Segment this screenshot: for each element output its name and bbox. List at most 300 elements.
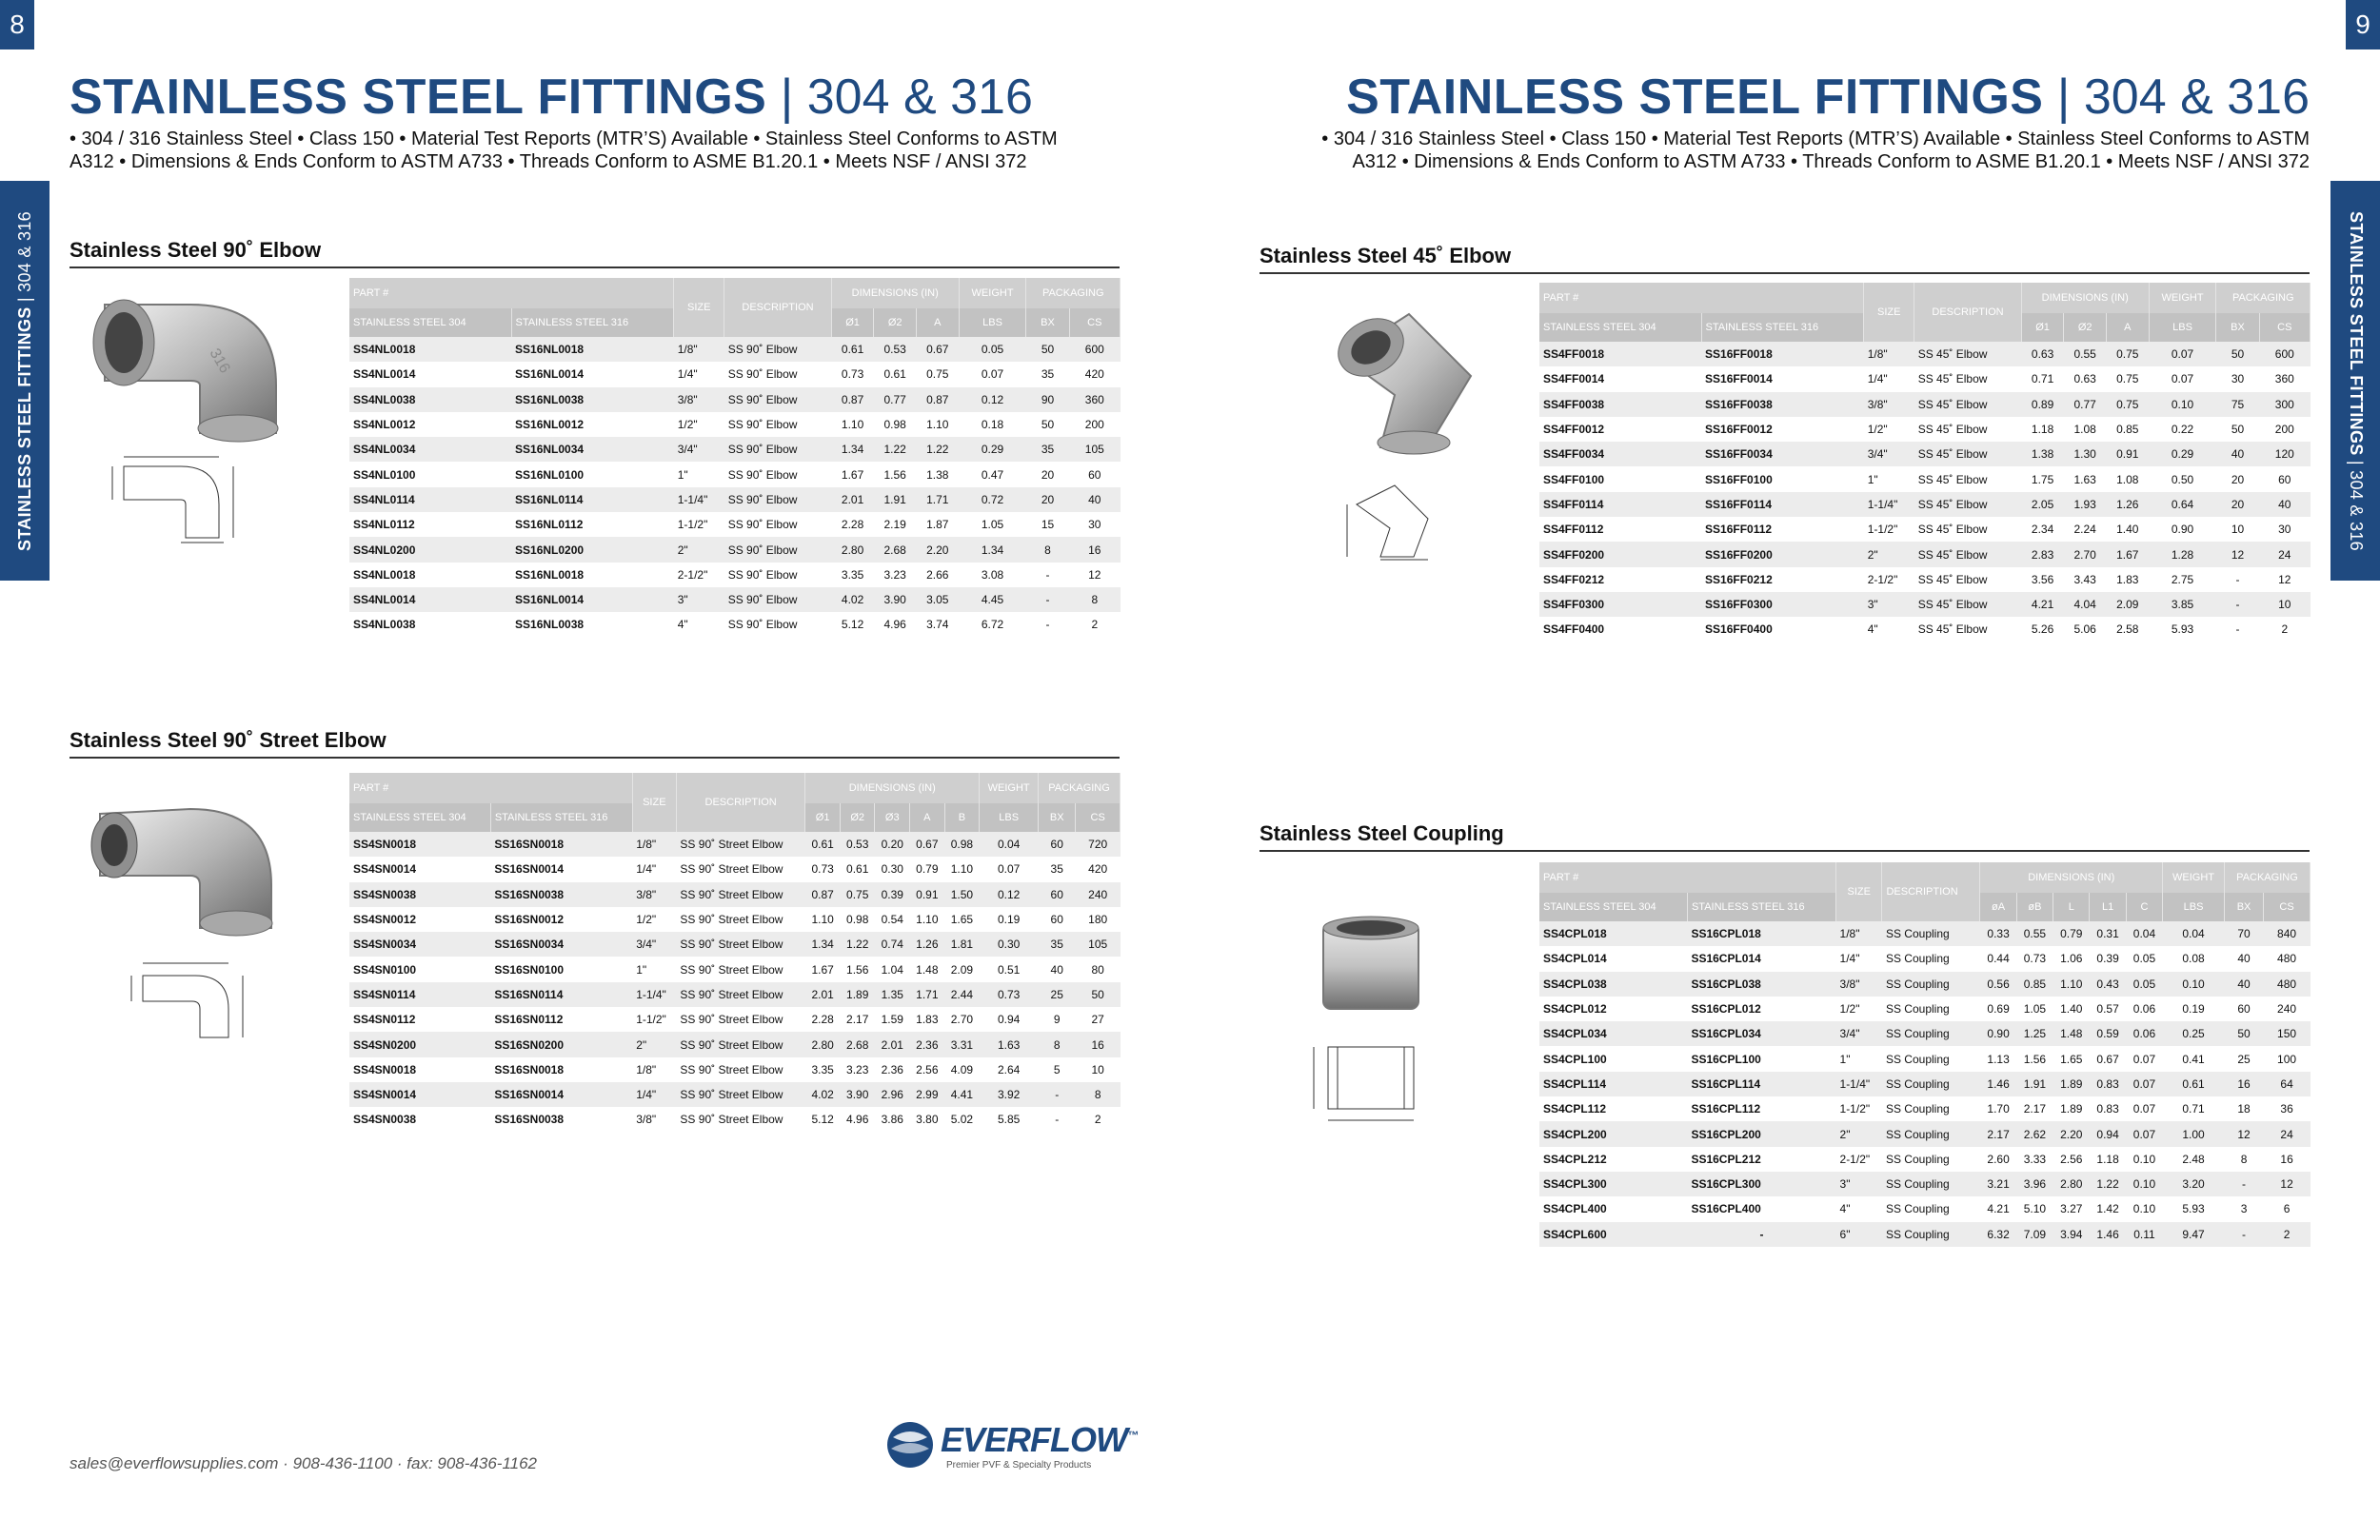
table-cell: 90 — [1041, 392, 1055, 406]
column-header: øA — [1980, 893, 2016, 921]
table-cell: 2.05 — [2031, 497, 2054, 511]
table-cell: 9.47 — [2182, 1227, 2205, 1241]
table-cell: 0.04 — [2132, 927, 2156, 941]
table-cell: 0.90 — [1987, 1027, 2010, 1041]
table-cell: SS 45˚ Elbow — [1917, 497, 1988, 511]
table-cell: 1/2" — [1839, 1002, 1860, 1017]
table-cell: 0.12 — [981, 392, 1004, 406]
column-header: CS — [2264, 893, 2311, 921]
table-cell: 1.35 — [881, 987, 903, 1001]
table-cell: 75 — [2231, 397, 2245, 411]
table-cell: 1.34 — [981, 543, 1004, 557]
table-cell: SS4NL0018 — [353, 567, 416, 582]
table-cell: - — [2235, 598, 2240, 612]
table-cell: 1-1/4" — [1839, 1076, 1871, 1091]
table-cell: 1.71 — [916, 987, 939, 1001]
table-cell: 300 — [2274, 397, 2294, 411]
column-header: STAINLESS STEEL 316 — [1687, 893, 1835, 921]
table-cell: 1" — [677, 467, 688, 482]
table-cell: SS 45˚ Elbow — [1917, 472, 1988, 486]
table-cell: 3.90 — [883, 593, 906, 607]
table-cell: 50 — [1041, 343, 1055, 357]
table-row — [349, 907, 1121, 932]
table-row — [1539, 921, 2311, 946]
table-cell: 1.04 — [881, 962, 903, 977]
table-row — [1539, 1046, 2311, 1071]
table-cell: 4.21 — [1987, 1202, 2010, 1216]
table-cell: 1/2" — [1867, 423, 1888, 437]
table-cell: 1.00 — [2182, 1127, 2205, 1141]
table-cell: 4.09 — [950, 1062, 974, 1076]
table-cell: 8 — [1094, 1088, 1101, 1102]
table-cell: 7.09 — [2023, 1227, 2047, 1241]
table-cell: 6.32 — [1987, 1227, 2010, 1241]
table-cell: 0.04 — [997, 838, 1021, 852]
table-cell: SS Coupling — [1885, 1102, 1950, 1116]
table-cell: 0.98 — [883, 418, 906, 432]
table-cell: 1/2" — [677, 418, 698, 432]
table-cell: 150 — [2277, 1027, 2297, 1041]
table-cell: SS16CPL112 — [1691, 1102, 1761, 1116]
column-header: STAINLESS STEEL 304 — [1539, 893, 1687, 921]
table-cell: 0.05 — [2132, 977, 2156, 991]
column-header: A — [910, 803, 945, 832]
photo-45-elbow — [1323, 305, 1495, 457]
table-cell: SS4SN0114 — [353, 987, 416, 1001]
table-cell: 1.13 — [1987, 1052, 2010, 1066]
table-cell: 1.89 — [2060, 1102, 2083, 1116]
table-cell: SS16NL0100 — [515, 467, 585, 482]
table-cell: SS Coupling — [1885, 1202, 1950, 1216]
table-cell: 60 — [1088, 467, 1101, 482]
table-cell: 4.02 — [841, 593, 864, 607]
table-cell: SS4NL0018 — [353, 343, 416, 357]
table-row — [349, 587, 1121, 612]
table-cell: 1.26 — [2116, 497, 2139, 511]
table-cell: 0.90 — [2171, 523, 2194, 537]
table-cell: 0.94 — [997, 1013, 1021, 1027]
table-cell: 3.43 — [2073, 572, 2096, 586]
table-cell: SS 90˚ Street Elbow — [680, 962, 783, 977]
table-cell: SS Coupling — [1885, 1027, 1950, 1041]
table-cell: 0.44 — [1987, 952, 2010, 966]
column-header: BX — [2224, 893, 2263, 921]
table-cell: 0.07 — [2132, 1102, 2156, 1116]
table-cell: SS 90˚ Street Elbow — [680, 987, 783, 1001]
table-cell: 3.23 — [883, 567, 906, 582]
column-header: PACKAGING — [2216, 283, 2311, 313]
table-cell: 3" — [677, 593, 688, 607]
table-cell: 1.67 — [2116, 547, 2139, 562]
table-cell: 0.73 — [2023, 952, 2047, 966]
table-cell: 40 — [1050, 962, 1063, 977]
table-cell: SS16NL0014 — [515, 593, 585, 607]
table-cell: 20 — [1041, 467, 1055, 482]
column-header: SIZE — [632, 773, 676, 832]
table-cell: 1/8" — [1839, 927, 1860, 941]
table-cell: SS 90˚ Street Elbow — [680, 887, 783, 901]
table-cell: - — [2242, 1177, 2247, 1192]
table-cell: SS 90˚ Elbow — [727, 443, 798, 457]
table-cell: 3/4" — [677, 443, 698, 457]
column-header: STAINLESS STEEL 316 — [511, 308, 674, 337]
column-header: DIMENSIONS (IN) — [831, 278, 959, 308]
section-title-45-elbow: Stainless Steel 45˚ Elbow — [1259, 244, 2310, 274]
table-cell: 2.83 — [2031, 547, 2054, 562]
table-cell: 2.01 — [811, 987, 834, 1001]
table-cell: 0.55 — [2073, 347, 2096, 362]
table-cell: 2.44 — [950, 987, 974, 1001]
table-cell: SS16FF0400 — [1705, 622, 1773, 637]
column-header: LBS — [2149, 313, 2216, 342]
table-90-street-elbow — [349, 773, 1121, 1133]
table-cell: 2 — [1091, 618, 1099, 632]
table-cell: 1.71 — [926, 492, 949, 506]
table-row — [349, 932, 1121, 957]
column-header: PART # — [349, 278, 674, 308]
table-cell: 5 — [1053, 1062, 1061, 1076]
table-cell: SS16FF0012 — [1705, 423, 1773, 437]
table-row — [349, 362, 1121, 386]
column-header: CS — [1069, 308, 1120, 337]
table-cell: 1.91 — [2023, 1076, 2047, 1091]
everflow-logo — [883, 1418, 1139, 1475]
table-cell: 1.89 — [846, 987, 869, 1001]
table-cell: 0.06 — [2132, 1002, 2156, 1017]
table-cell: SS4SN0100 — [353, 962, 417, 977]
table-cell: 16 — [1091, 1037, 1104, 1052]
table-cell: SS4CPL200 — [1543, 1127, 1607, 1141]
table-cell: SS 90˚ Elbow — [727, 367, 798, 382]
table-cell: 0.89 — [2031, 397, 2054, 411]
column-header: Ø1 — [805, 803, 841, 832]
table-cell: 5.06 — [2073, 622, 2096, 637]
table-cell: 2.68 — [883, 543, 906, 557]
table-cell: 600 — [2274, 347, 2294, 362]
table-cell: 1.91 — [883, 492, 906, 506]
table-cell: 1.89 — [2060, 1076, 2083, 1091]
table-cell: SS16NL0018 — [515, 567, 585, 582]
table-cell: SS16SN0012 — [494, 913, 565, 927]
table-row — [1539, 1172, 2311, 1196]
table-cell: 3/8" — [636, 1113, 657, 1127]
table-cell: SS4FF0100 — [1543, 472, 1605, 486]
column-header: Ø2 — [2064, 313, 2107, 342]
section-title-coupling: Stainless Steel Coupling — [1259, 821, 2310, 852]
table-cell: 1.65 — [2060, 1052, 2083, 1066]
table-cell: 1.42 — [2096, 1202, 2119, 1216]
table-cell: 3/4" — [1839, 1027, 1860, 1041]
table-cell: 0.56 — [1987, 977, 2010, 991]
table-cell: 4" — [1839, 1202, 1851, 1216]
table-cell: SS4CPL034 — [1543, 1027, 1607, 1041]
table-cell: 1.48 — [916, 962, 939, 977]
column-header: DESCRIPTION — [1882, 862, 1980, 921]
table-cell: 600 — [1084, 343, 1104, 357]
table-row — [349, 462, 1121, 486]
table-cell: 0.61 — [883, 367, 906, 382]
table-cell: 1.65 — [950, 913, 974, 927]
table-cell: SS 90˚ Street Elbow — [680, 1062, 783, 1076]
table-cell: 1/4" — [677, 367, 698, 382]
table-cell: 2.24 — [2073, 523, 2096, 537]
table-cell: SS 45˚ Elbow — [1917, 397, 1988, 411]
table-cell: SS16FF0038 — [1705, 397, 1773, 411]
table-row — [349, 437, 1121, 462]
table-cell: SS 90˚ Elbow — [727, 618, 798, 632]
table-cell: 1.48 — [2060, 1027, 2083, 1041]
table-cell: 3.80 — [916, 1113, 939, 1127]
table-cell: 1/8" — [677, 343, 698, 357]
column-header: PACKAGING — [1039, 773, 1121, 803]
table-cell: 0.98 — [846, 913, 869, 927]
table-cell: 12 — [2278, 572, 2291, 586]
table-cell: 4.02 — [811, 1088, 834, 1102]
table-cell: 0.63 — [2073, 372, 2096, 386]
table-cell: 2" — [677, 543, 688, 557]
column-header: DESCRIPTION — [724, 278, 832, 337]
table-cell: 16 — [1088, 543, 1101, 557]
table-row — [349, 563, 1121, 587]
table-cell: SS4SN0014 — [353, 862, 417, 877]
table-cell: SS4SN0200 — [353, 1037, 417, 1052]
table-cell: SS 90˚ Elbow — [727, 593, 798, 607]
column-header: SIZE — [674, 278, 724, 337]
table-cell: 0.11 — [2133, 1227, 2155, 1241]
table-cell: 1.46 — [1987, 1076, 2010, 1091]
table-cell: 1/4" — [1867, 372, 1888, 386]
table-cell: 1.63 — [997, 1037, 1021, 1052]
table-cell: 0.77 — [883, 392, 906, 406]
table-cell: SS16CPL038 — [1691, 977, 1761, 991]
table-45-elbow — [1539, 283, 2311, 642]
photo-coupling — [1304, 909, 1438, 1023]
table-cell: SS4SN0014 — [353, 1088, 417, 1102]
photo-90-elbow — [86, 281, 305, 447]
table-cell: SS 45˚ Elbow — [1917, 347, 1988, 362]
drawing-90-street-elbow — [114, 952, 267, 1047]
table-cell: SS4CPL038 — [1543, 977, 1607, 991]
table-cell: 200 — [1084, 418, 1104, 432]
table-cell: SS16NL0038 — [515, 618, 585, 632]
table-cell: SS16CPL300 — [1691, 1177, 1761, 1192]
table-cell: 0.51 — [997, 962, 1021, 977]
table-cell: 0.07 — [2171, 347, 2194, 362]
table-cell: 2" — [1867, 547, 1878, 562]
table-cell: SS4NL0034 — [353, 443, 416, 457]
table-cell: 80 — [1091, 962, 1104, 977]
table-cell: SS16NL0200 — [515, 543, 585, 557]
column-header: PART # — [1539, 283, 1864, 313]
table-cell: 40 — [2231, 447, 2245, 462]
table-cell: 3.27 — [2060, 1202, 2083, 1216]
table-cell: 0.33 — [1987, 927, 2010, 941]
table-cell: 3/4" — [636, 938, 657, 952]
table-cell: 1/4" — [636, 862, 657, 877]
table-cell: 2.01 — [841, 492, 864, 506]
header-row-1 — [349, 278, 1121, 308]
table-cell: 20 — [2231, 472, 2245, 486]
table-cell: 360 — [2274, 372, 2294, 386]
header-row-1 — [1539, 283, 2311, 313]
table-cell: SS4NL0038 — [353, 392, 416, 406]
table-cell: 3.08 — [981, 567, 1004, 582]
table-cell: 0.57 — [2096, 1002, 2119, 1017]
column-header: øB — [2016, 893, 2053, 921]
table-cell: SS16NL0114 — [515, 492, 584, 506]
table-cell: 1.18 — [2096, 1152, 2119, 1166]
table-cell: SS16SN0034 — [494, 938, 565, 952]
column-header: LBS — [959, 308, 1026, 337]
table-cell: 0.20 — [881, 838, 903, 852]
table-cell: SS16FF0018 — [1705, 347, 1773, 362]
table-cell: 2-1/2" — [1839, 1152, 1871, 1166]
table-cell: 0.50 — [2171, 472, 2194, 486]
table-cell: SS16SN0018 — [494, 1062, 565, 1076]
table-cell: 50 — [2231, 423, 2245, 437]
column-header: PACKAGING — [2224, 862, 2310, 893]
table-cell: - — [1055, 1088, 1060, 1102]
table-row — [1539, 946, 2311, 971]
table-cell: SS Coupling — [1885, 1152, 1950, 1166]
table-cell: SS 90˚ Elbow — [727, 467, 798, 482]
table-cell: SS 90˚ Street Elbow — [680, 1088, 783, 1102]
table-cell: 2.36 — [881, 1062, 903, 1076]
table-cell: 35 — [1050, 862, 1063, 877]
table-cell: SS16FF0014 — [1705, 372, 1773, 386]
table-cell: 50 — [1041, 418, 1055, 432]
table-cell: 20 — [1041, 492, 1055, 506]
column-header: A — [2106, 313, 2149, 342]
table-cell: 1.87 — [926, 518, 949, 532]
table-cell: 2.01 — [881, 1037, 903, 1052]
table-row — [1539, 1222, 2311, 1247]
table-cell: SS4CPL114 — [1543, 1076, 1607, 1091]
column-header: PART # — [349, 773, 632, 803]
column-header: STAINLESS STEEL 304 — [349, 803, 490, 832]
table-cell: 3/8" — [1867, 397, 1888, 411]
table-cell: 2.80 — [811, 1037, 834, 1052]
table-cell: SS16NL0038 — [515, 392, 585, 406]
column-header: STAINLESS STEEL 304 — [1539, 313, 1701, 342]
table-cell: 0.85 — [2023, 977, 2047, 991]
table-cell: 16 — [2280, 1152, 2293, 1166]
table-cell: 0.91 — [2116, 447, 2139, 462]
table-cell: 2.62 — [2023, 1127, 2047, 1141]
table-row — [349, 387, 1121, 412]
table-cell: SS 45˚ Elbow — [1917, 423, 1988, 437]
table-cell: 2" — [1839, 1127, 1851, 1141]
table-cell: SS4SN0018 — [353, 1062, 417, 1076]
table-row — [1539, 392, 2311, 417]
table-cell: 5.93 — [2171, 622, 2194, 637]
table-cell: 2.20 — [926, 543, 949, 557]
table-cell: SS 45˚ Elbow — [1917, 523, 1988, 537]
table-cell: SS16FF0212 — [1705, 572, 1773, 586]
table-row — [1539, 517, 2311, 542]
table-cell: 1.70 — [1987, 1102, 2010, 1116]
table-cell: 0.79 — [2060, 927, 2083, 941]
table-cell: 4.21 — [2031, 598, 2054, 612]
table-cell: SS4SN0112 — [353, 1013, 416, 1027]
table-cell: 0.61 — [811, 838, 834, 852]
table-cell: 1.56 — [846, 962, 869, 977]
table-cell: SS4FF0038 — [1543, 397, 1605, 411]
table-cell: 0.10 — [2182, 977, 2205, 991]
table-cell: 105 — [1084, 443, 1104, 457]
table-cell: SS4CPL300 — [1543, 1177, 1607, 1192]
photo-90-street-elbow — [86, 780, 305, 942]
table-cell: 20 — [2231, 497, 2245, 511]
table-cell: SS4SN0012 — [353, 913, 417, 927]
table-cell: 0.07 — [2171, 372, 2194, 386]
table-cell: SS4FF0114 — [1543, 497, 1604, 511]
table-cell: 0.61 — [2182, 1076, 2205, 1091]
column-header: LBS — [980, 803, 1039, 832]
table-cell: 0.61 — [841, 343, 864, 357]
table-cell: 1.28 — [2171, 547, 2194, 562]
table-cell: SS4CPL112 — [1543, 1102, 1607, 1116]
table-row — [1539, 997, 2311, 1021]
table-cell: 60 — [2237, 1002, 2251, 1017]
table-cell: 720 — [1088, 838, 1108, 852]
table-cell: 1.34 — [841, 443, 864, 457]
table-cell: 0.07 — [981, 367, 1004, 382]
table-cell: SS16SN0038 — [494, 1113, 565, 1127]
table-cell: 0.30 — [881, 862, 903, 877]
table-row — [1539, 617, 2311, 642]
table-row — [349, 1057, 1121, 1082]
table-cell: SS4FF0018 — [1543, 347, 1605, 362]
table-cell: 0.25 — [2182, 1027, 2205, 1041]
table-cell: SS4NL0014 — [353, 367, 416, 382]
column-header: SIZE — [1836, 862, 1882, 921]
table-cell: 3/8" — [1839, 977, 1860, 991]
column-header: DIMENSIONS (IN) — [2021, 283, 2149, 313]
table-row — [1539, 1121, 2311, 1146]
table-cell: 4" — [677, 618, 688, 632]
table-cell: 0.85 — [2116, 423, 2139, 437]
table-cell: SS16SN0200 — [494, 1037, 565, 1052]
column-header: Ø3 — [875, 803, 910, 832]
table-row — [349, 1007, 1121, 1032]
table-row — [349, 1107, 1121, 1132]
table-cell: SS 45˚ Elbow — [1917, 598, 1988, 612]
table-row — [349, 412, 1121, 437]
table-cell: SS 45˚ Elbow — [1917, 622, 1988, 637]
table-cell: 64 — [2280, 1076, 2293, 1091]
table-cell: SS4SN0034 — [353, 938, 417, 952]
table-cell: 3.31 — [950, 1037, 974, 1052]
table-cell: 0.43 — [2096, 977, 2119, 991]
table-cell: 2 — [2281, 622, 2289, 637]
table-cell: 30 — [1088, 518, 1101, 532]
table-cell: 1.83 — [916, 1013, 939, 1027]
table-cell: 0.75 — [2116, 372, 2139, 386]
table-cell: SS 90˚ Elbow — [727, 343, 798, 357]
column-header: C — [2126, 893, 2162, 921]
table-cell: SS4NL0012 — [353, 418, 416, 432]
table-cell: 1.59 — [881, 1013, 903, 1027]
table-cell: 1.22 — [846, 938, 869, 952]
table-cell: 0.77 — [2073, 397, 2096, 411]
table-cell: 8 — [1091, 593, 1099, 607]
table-cell: 1.10 — [926, 418, 949, 432]
table-cell: 3/8" — [677, 392, 698, 406]
table-cell: 24 — [2278, 547, 2291, 562]
table-cell: 1-1/4" — [636, 987, 666, 1001]
table-cell: 100 — [2277, 1052, 2297, 1066]
